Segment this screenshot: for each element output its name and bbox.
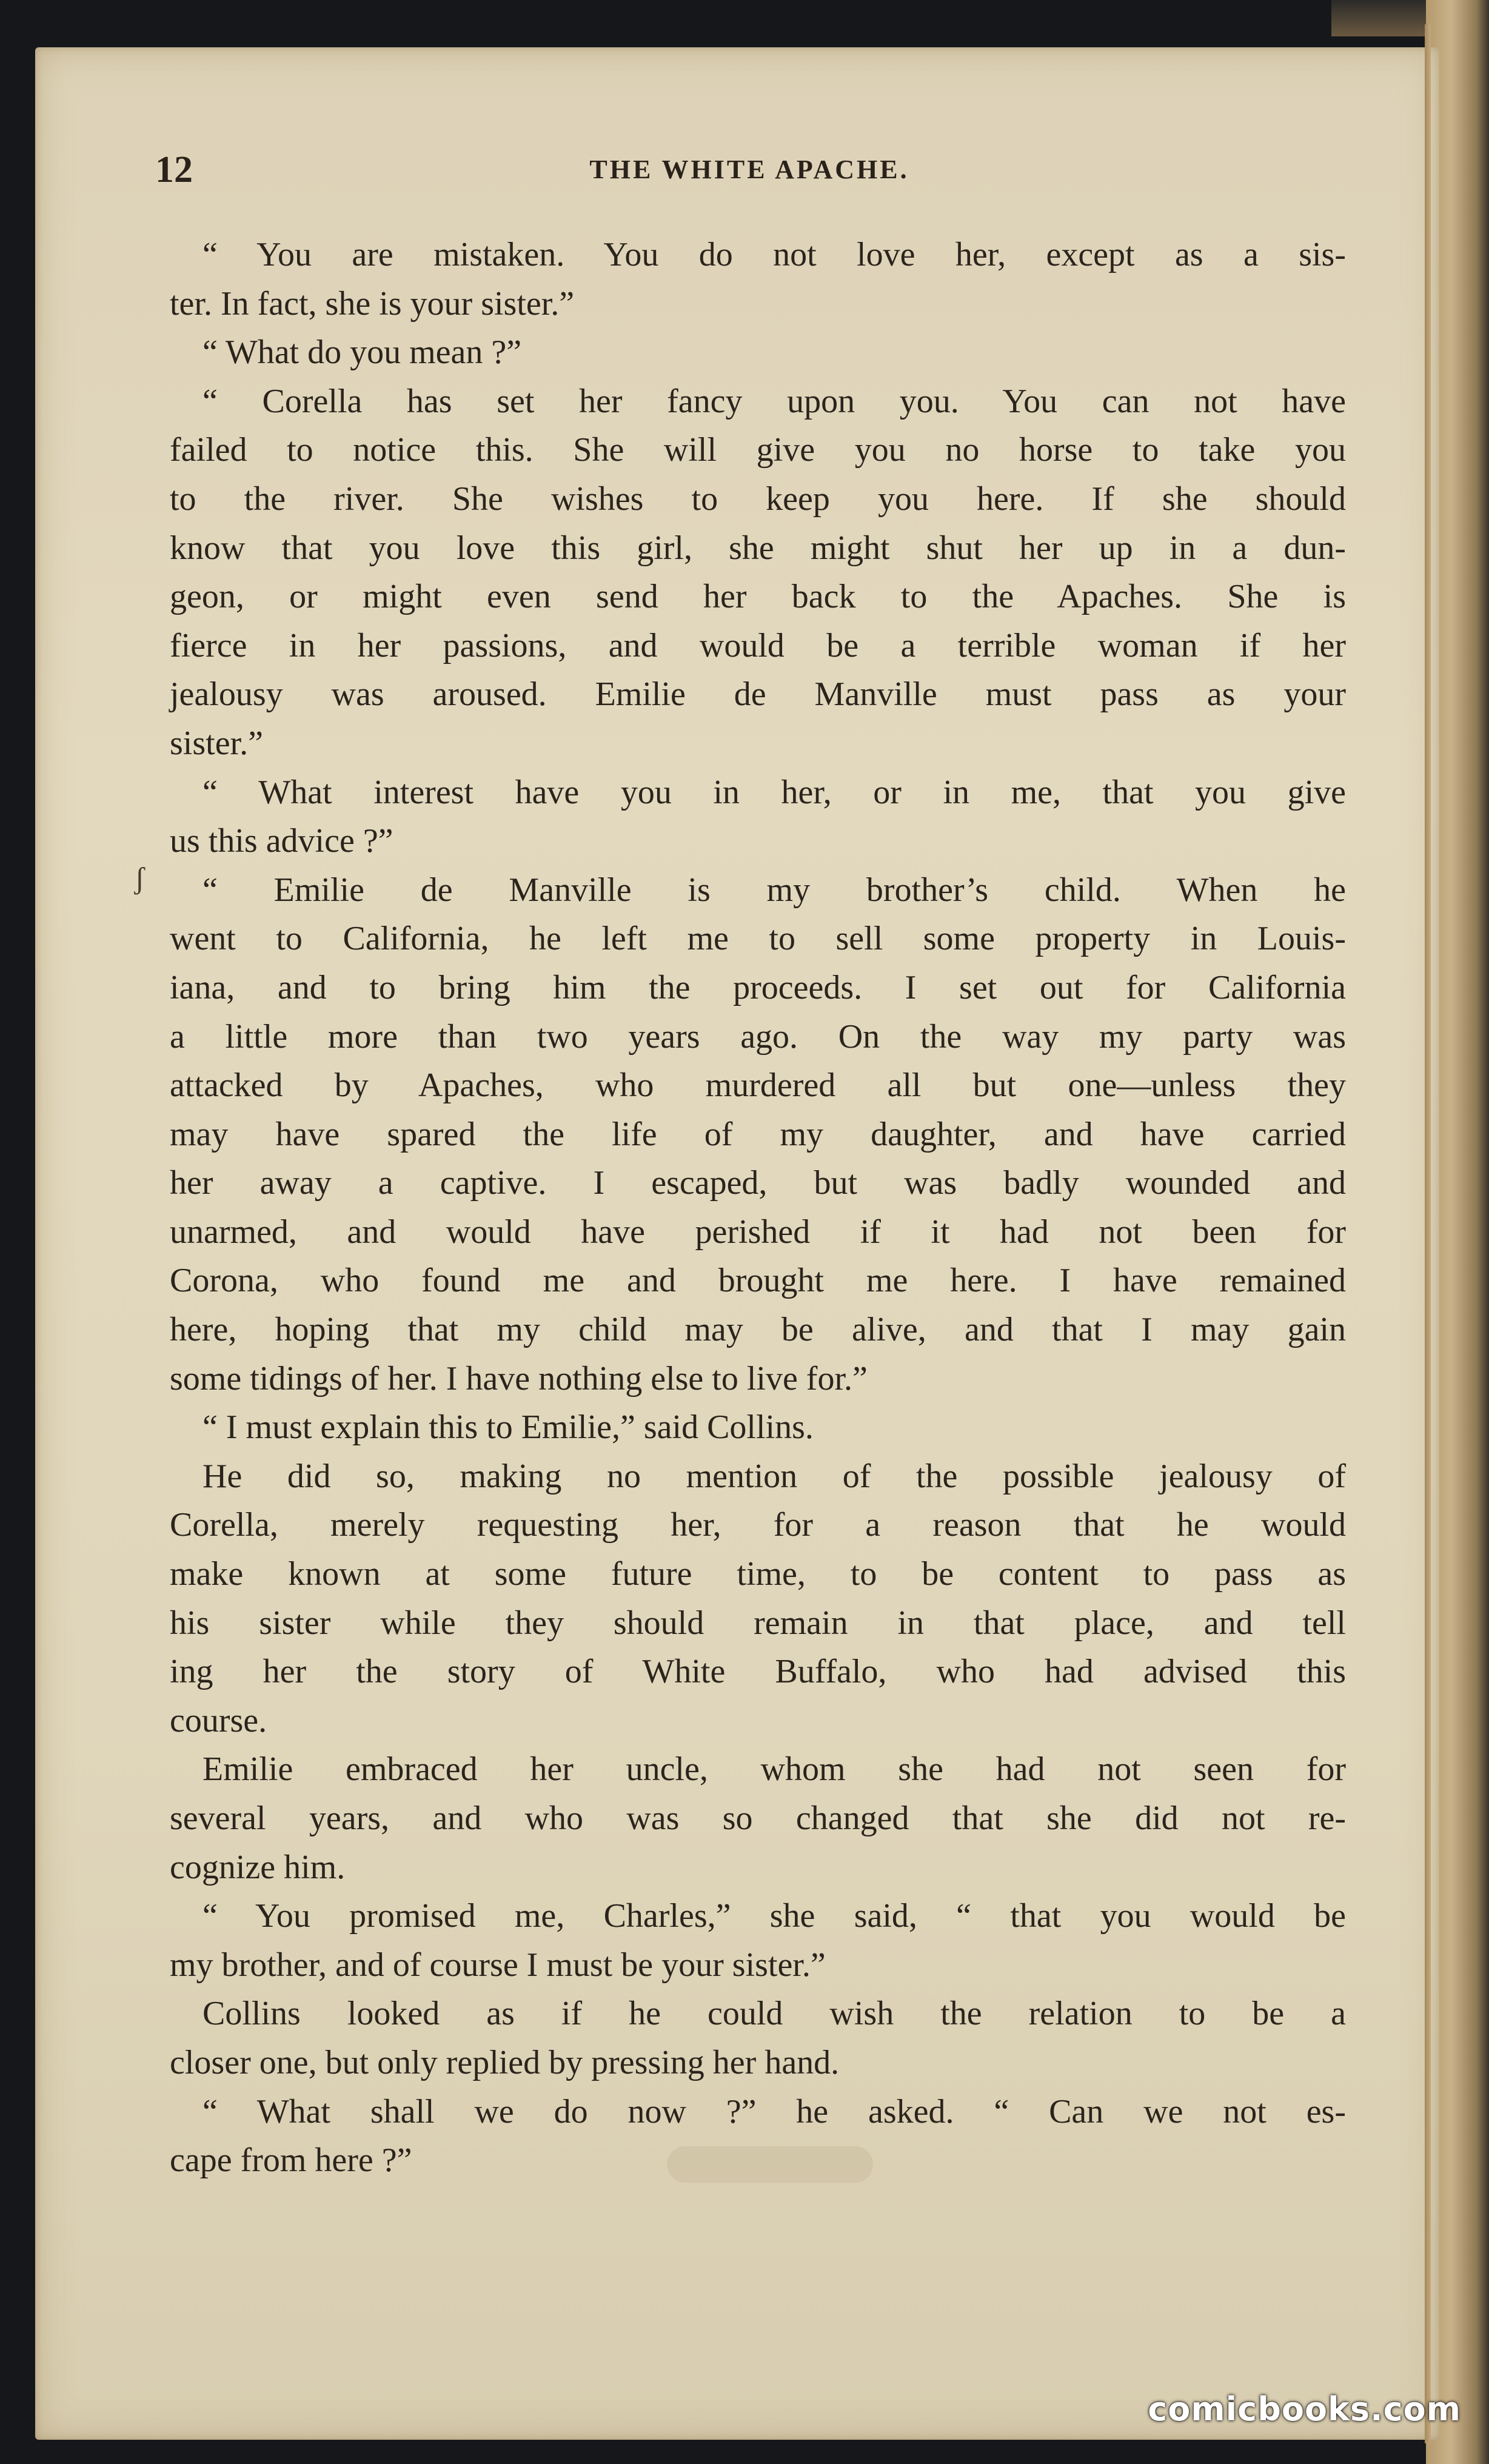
watermark: comicbooks.com: [1148, 2390, 1461, 2428]
text-line: “ Corella has set her fancy upon you. You can not have: [202, 382, 1346, 420]
text-line: some tidings of her. I have nothing else to live for.”: [170, 1359, 868, 1398]
text-line: attacked by Apaches, who murdered all but one—unless they: [170, 1066, 1346, 1105]
text-line: Corona, who found me and brought me here. I have remained: [170, 1262, 1346, 1300]
margin-mark: ʃ: [135, 861, 145, 895]
text-line: may have spared the life of my daughter, and have carried: [170, 1115, 1346, 1153]
text-line: “ Emilie de Manville is my brother’s child. When he: [202, 871, 1346, 909]
text-line: “ I must explain this to Emilie,” said Collins.: [202, 1408, 814, 1447]
text-line: failed to notice this. She will give you no horse to take you: [170, 431, 1346, 469]
text-line: my brother, and of course I must be your sister.”: [170, 1946, 826, 1984]
text-line: course.: [170, 1701, 267, 1739]
text-line: her away a captive. I escaped, but was badly wounded and: [170, 1164, 1346, 1202]
text-line: Collins looked as if he could wish the relation to be a: [202, 1995, 1346, 2033]
text-line: “ You promised me, Charles,” she said, “ that you would be: [202, 1897, 1346, 1935]
text-line: geon, or might even send her back to the Apaches. She is: [170, 578, 1346, 616]
text-line: Corella, merely requesting her, for a reason that he would: [170, 1506, 1346, 1544]
page-edge: [1425, 24, 1431, 2443]
text-line: ter. In fact, she is your sister.”: [170, 284, 575, 323]
text-line: went to California, he left me to sell some property in Louis-: [170, 920, 1346, 958]
text-line: to the river. She wishes to keep you here. If she should: [170, 480, 1346, 518]
text-line: jealousy was aroused. Emilie de Manville must pass as your: [170, 675, 1346, 714]
text-line: us this advice ?”: [170, 822, 393, 860]
body-text: [170, 230, 1346, 2185]
text-line: “ You are mistaken. You do not love her, except as a sis-: [202, 236, 1346, 273]
text-line: unarmed, and would have perished if it had not been for: [170, 1213, 1346, 1251]
text-line: make known at some future time, to be content to pass as: [170, 1555, 1346, 1593]
text-line: sister.”: [170, 724, 263, 762]
text-line: “ What do you mean ?”: [202, 333, 522, 372]
faded-footer-stamp: [667, 2146, 873, 2183]
text-line: a little more than two years ago. On the way my party was: [170, 1017, 1346, 1056]
text-line: Emilie embraced her uncle, whom she had not seen for: [202, 1750, 1346, 1789]
text-line: “ What shall we do now ?” he asked. “ Can we not es-: [202, 2092, 1346, 2131]
text-line: several years, and who was so changed that she did not re-: [170, 1799, 1346, 1837]
page-header: [155, 142, 1343, 197]
text-line: closer one, but only replied by pressing her hand.: [170, 2043, 840, 2081]
text-line: know that you love this girl, she might shut her up in a dun-: [170, 529, 1346, 567]
text-line: iana, and to bring him the proceeds. I set out for California: [170, 968, 1346, 1006]
text-line: cape from here ?”: [170, 2141, 412, 2180]
text-line: his sister while they should remain in that place, and tell: [170, 1604, 1346, 1642]
text-line: “ What interest have you in her, or in me, that you give: [202, 773, 1346, 811]
text-line: cognize him.: [170, 1848, 346, 1886]
running-head: THE WHITE APACHE.: [589, 155, 909, 184]
text-line: fierce in her passions, and would be a terrible woman if her: [170, 626, 1346, 665]
text-line: here, hoping that my child may be alive, and that I may gain: [170, 1311, 1346, 1349]
page-number: 12: [155, 149, 193, 190]
text-line: ing her the story of White Buffalo, who had advised this: [170, 1653, 1346, 1691]
text-line: He did so, making no mention of the possible jealousy of: [202, 1457, 1346, 1495]
